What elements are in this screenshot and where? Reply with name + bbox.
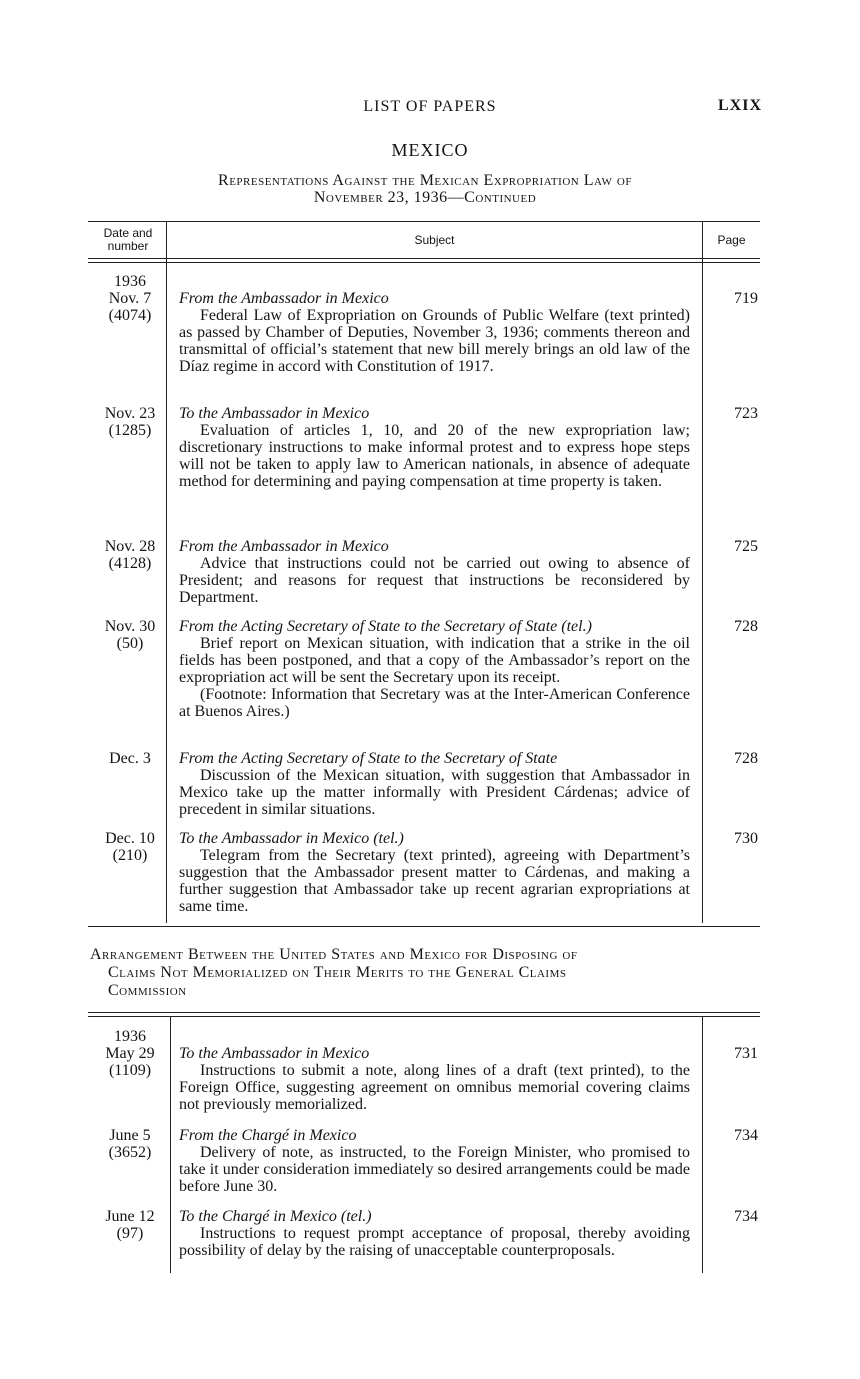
row-page: 723 bbox=[734, 405, 758, 422]
row-heading: From the Acting Secretary of State to the Secretary of State bbox=[179, 750, 558, 767]
table-2-col-divider-1 bbox=[170, 1016, 171, 1273]
country-heading: MEXICO bbox=[391, 140, 469, 160]
row-page: 734 bbox=[734, 1208, 758, 1225]
row-body: Instructions to submit a note, along lines of a draft (text printed), to the Foreign Office, suggesting agreement on omnibus memorial covering claims not previously memorialized. bbox=[179, 1062, 690, 1113]
section-2-title bbox=[90, 946, 760, 1000]
table-row-date bbox=[94, 830, 166, 864]
table-2-year: 1936 bbox=[114, 1028, 146, 1045]
table-row-date bbox=[94, 405, 166, 439]
row-footnote: (Footnote: Information that Secretary was at the Inter-American Conference at Buenos Aires.) bbox=[179, 686, 690, 720]
row-body: Advice that instructions could not be carried out owing to absence of President; and reasons for request that instructions be reconsidered by Department. bbox=[179, 555, 690, 606]
row-heading: To the Ambassador in Mexico (tel.) bbox=[179, 830, 404, 847]
table-1-col-divider-2 bbox=[702, 221, 703, 923]
row-body: Delivery of note, as instructed, to the Foreign Minister, who promised to take it under consideration immediately so desired arrangements could be made before June 30. bbox=[179, 1144, 690, 1195]
table-row-subject bbox=[179, 405, 690, 490]
row-date: Nov. 28 bbox=[104, 538, 156, 555]
row-number: (4128) bbox=[108, 555, 152, 572]
row-heading: From the Ambassador in Mexico bbox=[179, 538, 389, 555]
running-header-title: LIST OF PAPERS bbox=[363, 98, 497, 115]
row-date: June 5 bbox=[109, 1127, 151, 1144]
row-number: (4074) bbox=[108, 307, 152, 324]
table-2-top-rule-2 bbox=[88, 1016, 760, 1017]
row-body: Evaluation of articles 1, 10, and 20 of the new expropriation law; discretionary instructions to make informal protest and to express hope steps will not be taken to apply law to American nationals, in absence of adequate method for determining and paying compensation at time property is taken. bbox=[179, 422, 690, 490]
row-heading: From the Chargé in Mexico bbox=[179, 1127, 357, 1144]
table-row-date bbox=[94, 290, 166, 324]
row-page: 734 bbox=[734, 1127, 758, 1144]
row-body: Brief report on Mexican situation, with indication that a strike in the oil fields has been postponed, and that a copy of the Ambassador’s report on the expropriation act will be sent the Secretary upon its receipt. bbox=[179, 635, 690, 686]
section-1-title-line-2: November 23, 1936—Continued bbox=[313, 189, 537, 206]
table-row-subject bbox=[179, 618, 690, 720]
table-row-subject bbox=[179, 290, 690, 375]
section-2-title-line-1: Arrangement Between the United States and Mexico for Disposing of bbox=[90, 946, 578, 963]
table-row-subject bbox=[179, 1208, 690, 1259]
row-page: 728 bbox=[734, 750, 758, 767]
table-1-bottom-rule bbox=[88, 926, 760, 927]
row-page: 728 bbox=[734, 618, 758, 635]
table-2-col-divider-2 bbox=[702, 1016, 703, 1273]
row-date: Dec. 10 bbox=[105, 830, 155, 847]
row-page: 725 bbox=[734, 538, 758, 555]
row-body: Federal Law of Expropriation on Grounds of Public Welfare (text printed) as passed by Chamber of Deputies, November 3, 1936; comments thereon and transmittal of official’s statement that new bill merely brings an old law of the Díaz regime in accord with Constitution of 1917. bbox=[179, 307, 690, 375]
table-row-subject bbox=[179, 750, 690, 818]
table-row-subject bbox=[179, 538, 690, 606]
row-date: Nov. 7 bbox=[108, 290, 152, 307]
row-heading: From the Ambassador in Mexico bbox=[179, 290, 389, 307]
row-heading: To the Chargé in Mexico (tel.) bbox=[179, 1208, 372, 1225]
row-number: (210) bbox=[112, 847, 148, 864]
table-row-date bbox=[94, 750, 166, 767]
row-heading: To the Ambassador in Mexico bbox=[179, 1045, 370, 1062]
table-1-header-rule bbox=[88, 258, 760, 259]
row-number: (3652) bbox=[108, 1144, 152, 1161]
section-1-title bbox=[90, 172, 760, 206]
section-1-title-line-1: Representations Against the Mexican Expropriation Law of bbox=[218, 172, 632, 189]
row-number: (1285) bbox=[108, 422, 152, 439]
row-body: Discussion of the Mexican situation, with suggestion that Ambassador in Mexico take up the matter informally with President Cárdenas; advice of precedent in similar situations. bbox=[179, 767, 690, 818]
row-heading: To the Ambassador in Mexico bbox=[179, 405, 370, 422]
section-2-title-line-3: Commission bbox=[108, 982, 187, 999]
table-row-subject bbox=[179, 1127, 690, 1195]
page-numeral: LXIX bbox=[717, 97, 762, 114]
section-2-title-line-2: Claims Not Memorialized on Their Merits to the General Claims bbox=[108, 964, 567, 981]
column-header-page: Page bbox=[717, 233, 746, 247]
table-row-date bbox=[94, 538, 166, 572]
row-page: 719 bbox=[734, 290, 758, 307]
row-date: May 29 bbox=[105, 1045, 155, 1062]
table-row-subject bbox=[179, 830, 690, 915]
table-row-date bbox=[94, 618, 166, 652]
row-number: (50) bbox=[116, 635, 144, 652]
table-row-subject bbox=[179, 1045, 690, 1113]
table-row-date bbox=[94, 1045, 166, 1079]
row-date: June 12 bbox=[105, 1208, 155, 1225]
table-row-date bbox=[94, 1127, 166, 1161]
row-date: Nov. 30 bbox=[104, 618, 156, 635]
row-date: Dec. 3 bbox=[109, 750, 151, 767]
row-page: 731 bbox=[734, 1045, 758, 1062]
table-1-year: 1936 bbox=[114, 273, 146, 290]
row-heading: From the Acting Secretary of State to the Secretary of State (tel.) bbox=[179, 618, 592, 635]
table-2-top-rule bbox=[88, 1012, 760, 1013]
row-date: Nov. 23 bbox=[104, 405, 156, 422]
column-header-date: Date and number bbox=[103, 226, 153, 253]
row-page: 730 bbox=[734, 830, 758, 847]
table-row-date bbox=[94, 1208, 166, 1242]
row-body: Instructions to request prompt acceptance of proposal, thereby avoiding possibility of delay by the raising of unacceptable counterproposals. bbox=[179, 1225, 690, 1259]
row-number: (97) bbox=[116, 1225, 144, 1242]
column-header-subject: Subject bbox=[414, 233, 455, 247]
table-1-top-rule bbox=[88, 221, 760, 222]
table-1-col-divider-1 bbox=[166, 221, 167, 923]
row-number: (1109) bbox=[108, 1062, 152, 1079]
table-1-header-rule-2 bbox=[88, 262, 760, 263]
row-body: Telegram from the Secretary (text printed), agreeing with Department’s suggestion that the Ambassador present matter to Cárdenas, and making a further suggestion that Ambassador take up recent agrarian expropriations at same time. bbox=[179, 847, 690, 915]
